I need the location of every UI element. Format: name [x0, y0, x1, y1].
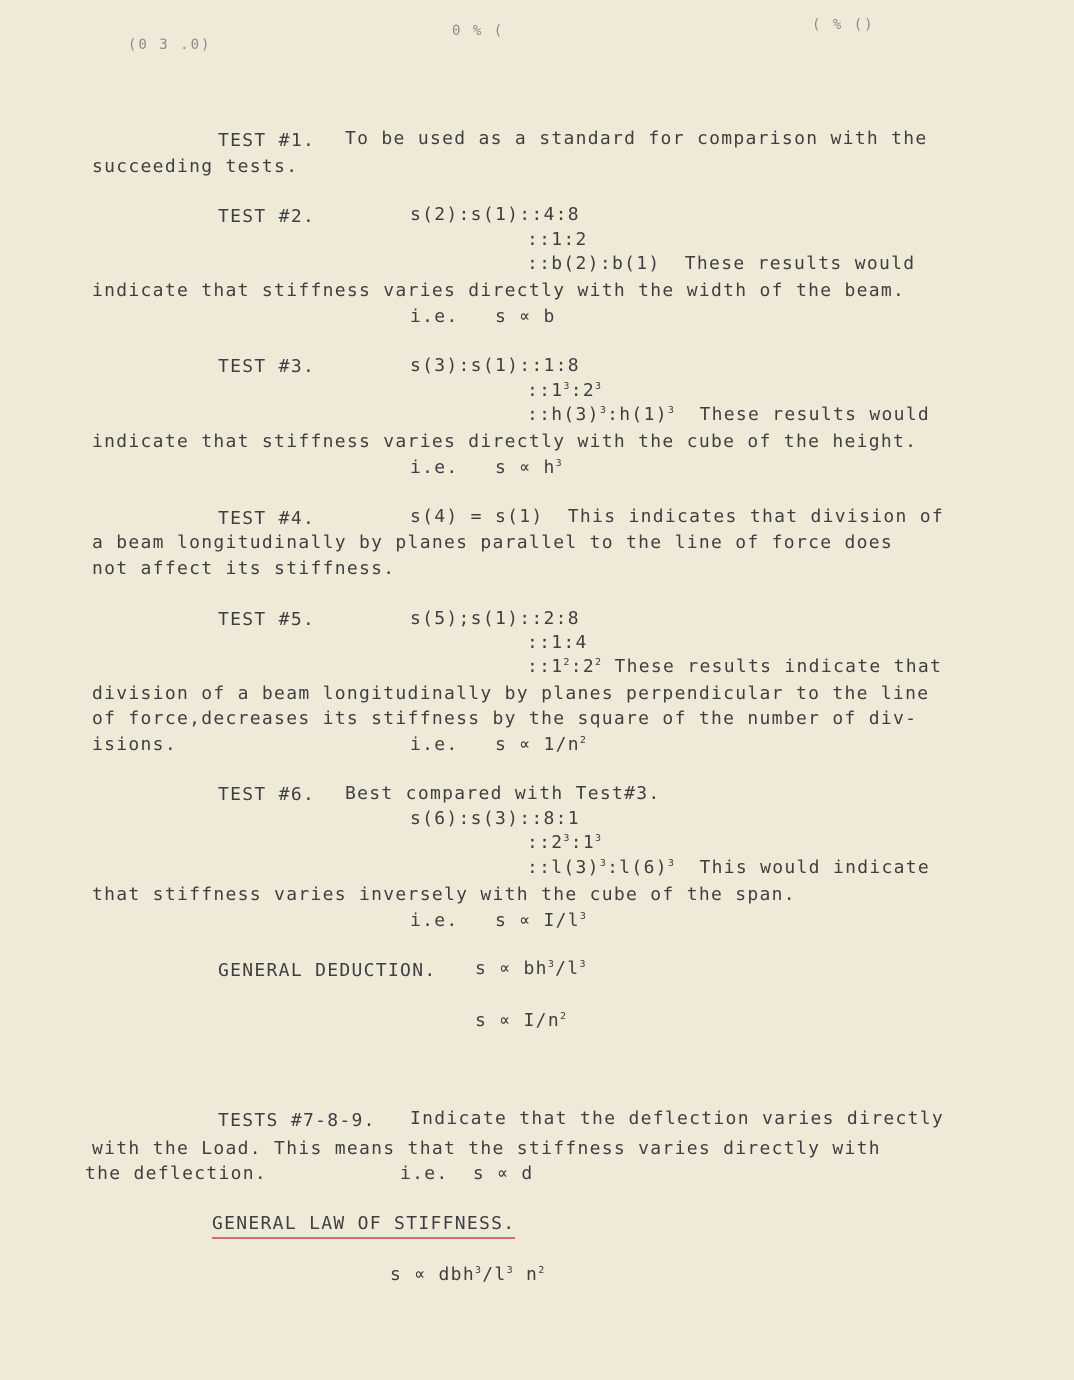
test3-label: TEST #3.	[218, 356, 316, 377]
test6-eq2: $::2^3:1^3$	[527, 832, 603, 853]
test2-label: TEST #2.	[218, 206, 316, 227]
test6-eq1: s(6):s(3)::8:1	[410, 808, 580, 829]
test5-eq3: $::1^2:2^2$ These results indicate that	[527, 656, 943, 677]
test6-intro: Best compared with Test#3.	[345, 783, 661, 804]
test3-ie: i.e. $s \propto h^3$	[410, 457, 563, 478]
test2-eq3: ::b(2):b(1) These results would	[527, 253, 916, 274]
test5-line3-start: isions.	[92, 734, 177, 755]
tests789-line2: with the Load. This means that the stiffness varies directly with	[92, 1138, 881, 1159]
law-formula: $s \propto dbh^3/l^3$ $n^2$	[390, 1264, 546, 1285]
test5-ie: i.e. $s \propto 1/n^2$	[410, 734, 588, 755]
test2-ie: i.e. s ∝ b	[410, 306, 556, 327]
test4-label: TEST #4.	[218, 508, 316, 529]
test3-eq3: $::h(3)^3:h(1)^3$ These results would	[527, 404, 931, 425]
test1-line1: To be used as a standard for comparison with the	[345, 128, 928, 149]
test1-label: TEST #1.	[218, 130, 316, 151]
test3-line: indicate that stiffness varies directly with the cube of the height.	[92, 431, 918, 452]
test5-eq1: s(5);s(1)::2:8	[410, 608, 580, 629]
test2-line: indicate that stiffness varies directly with the width of the beam.	[92, 280, 906, 301]
deduction-formula-2: $s \propto I/n^2$	[475, 1010, 568, 1031]
test4-line2: not affect its stiffness.	[92, 558, 396, 579]
archive-mark-right: ( % ()	[812, 17, 875, 33]
law-title: GENERAL LAW OF STIFFNESS.	[212, 1213, 515, 1239]
test5-line1: division of a beam longitudinally by planes perpendicular to the line	[92, 683, 930, 704]
tests789-line1: Indicate that the deflection varies directly	[410, 1108, 945, 1129]
test5-label: TEST #5.	[218, 609, 316, 630]
tests789-line3-start: the deflection.	[85, 1163, 268, 1184]
tests789-ie: i.e. s ∝ d	[400, 1163, 534, 1184]
archive-mark-left: (0 3 .0)	[128, 37, 212, 53]
test5-eq2: ::1:4	[527, 632, 588, 653]
test6-line: that stiffness varies inversely with the cube of the span.	[92, 884, 796, 905]
test4-eq: s(4) = s(1) This indicates that division of	[410, 506, 945, 527]
test3-eq1: s(3):s(1)::1:8	[410, 355, 580, 376]
test6-label: TEST #6.	[218, 784, 316, 805]
test6-ie: i.e. $s \propto I/l^3$	[410, 910, 588, 931]
deduction-formula-1: $s \propto bh^3/l^3$	[475, 958, 587, 979]
test3-eq2: $::1^3:2^3$	[527, 380, 603, 401]
test2-eq1: s(2):s(1)::4:8	[410, 204, 580, 225]
archive-mark-center: 0 % (	[452, 23, 505, 39]
test5-line2: of force,decreases its stiffness by the square of the number of div-	[92, 708, 918, 729]
test1-line2: succeeding tests.	[92, 156, 299, 177]
test4-line1: a beam longitudinally by planes parallel to the line of force does	[92, 532, 894, 553]
test6-eq3: $::l(3)^3:l(6)^3$ This would indicate	[527, 857, 931, 878]
tests789-label: TESTS #7-8-9.	[218, 1110, 376, 1131]
deduction-label: GENERAL DEDUCTION.	[218, 960, 437, 981]
test2-eq2: ::1:2	[527, 229, 588, 250]
